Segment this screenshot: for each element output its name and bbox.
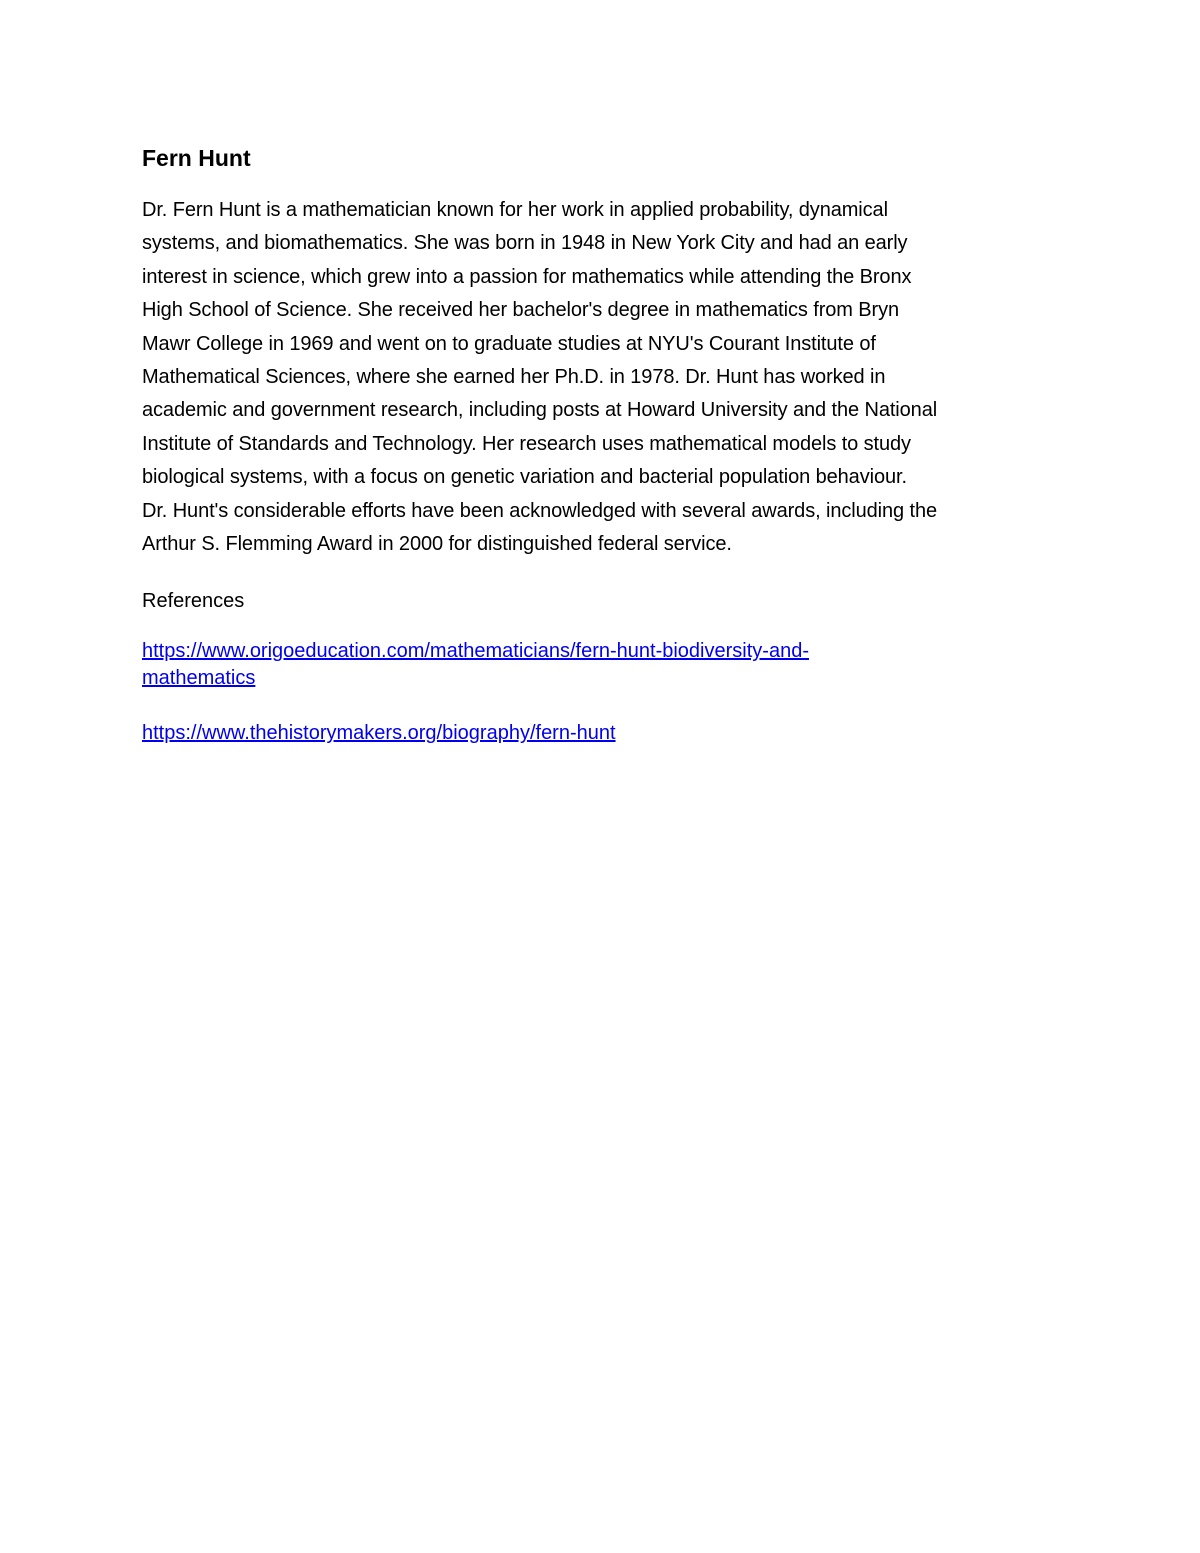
paragraph-line: High School of Science. She received her bachelor's degree in mathematics from Bryn [142, 299, 900, 322]
paragraph-line: Dr. Fern Hunt is a mathematician known for her work in applied probability, dynamical [142, 199, 888, 221]
paragraph-line: systems, and biomathematics. She was born in 1948 in New York City and had an early [142, 232, 908, 255]
reference-link-line: https://www.origoeducation.com/mathematicians/fern-hunt-biodiversity-and- [142, 640, 809, 663]
reference-link-line: mathematics [142, 667, 256, 690]
biography-paragraph [142, 194, 1062, 561]
references-heading: References [142, 590, 245, 613]
reference-link-historymakers[interactable] [142, 720, 962, 747]
paragraph-line: Institute of Standards and Technology. Her research uses mathematical models to study [142, 432, 911, 455]
paragraph-line: Mathematical Sciences, where she earned her Ph.D. in 1978. Dr. Hunt has worked in [142, 366, 886, 389]
paragraph-line: Mawr College in 1969 and went on to graduate studies at NYU's Courant Institute of [142, 332, 876, 355]
reference-link-origo[interactable] [142, 638, 962, 692]
page-title: Fern Hunt [142, 145, 251, 171]
paragraph-line: academic and government research, including posts at Howard University and the National [142, 399, 938, 422]
paragraph-line: biological systems, with a focus on genetic variation and bacterial population behaviour. [142, 466, 907, 489]
document-content [142, 140, 1062, 775]
reference-link-line: https://www.thehistorymakers.org/biography/fern-hunt [142, 722, 616, 745]
paragraph-line: interest in science, which grew into a passion for mathematics while attending the Bronx [142, 265, 912, 288]
paragraph-line: Dr. Hunt's considerable efforts have been acknowledged with several awards, including the [142, 499, 938, 522]
paragraph-line: Arthur S. Flemming Award in 2000 for distinguished federal service. [142, 533, 732, 556]
